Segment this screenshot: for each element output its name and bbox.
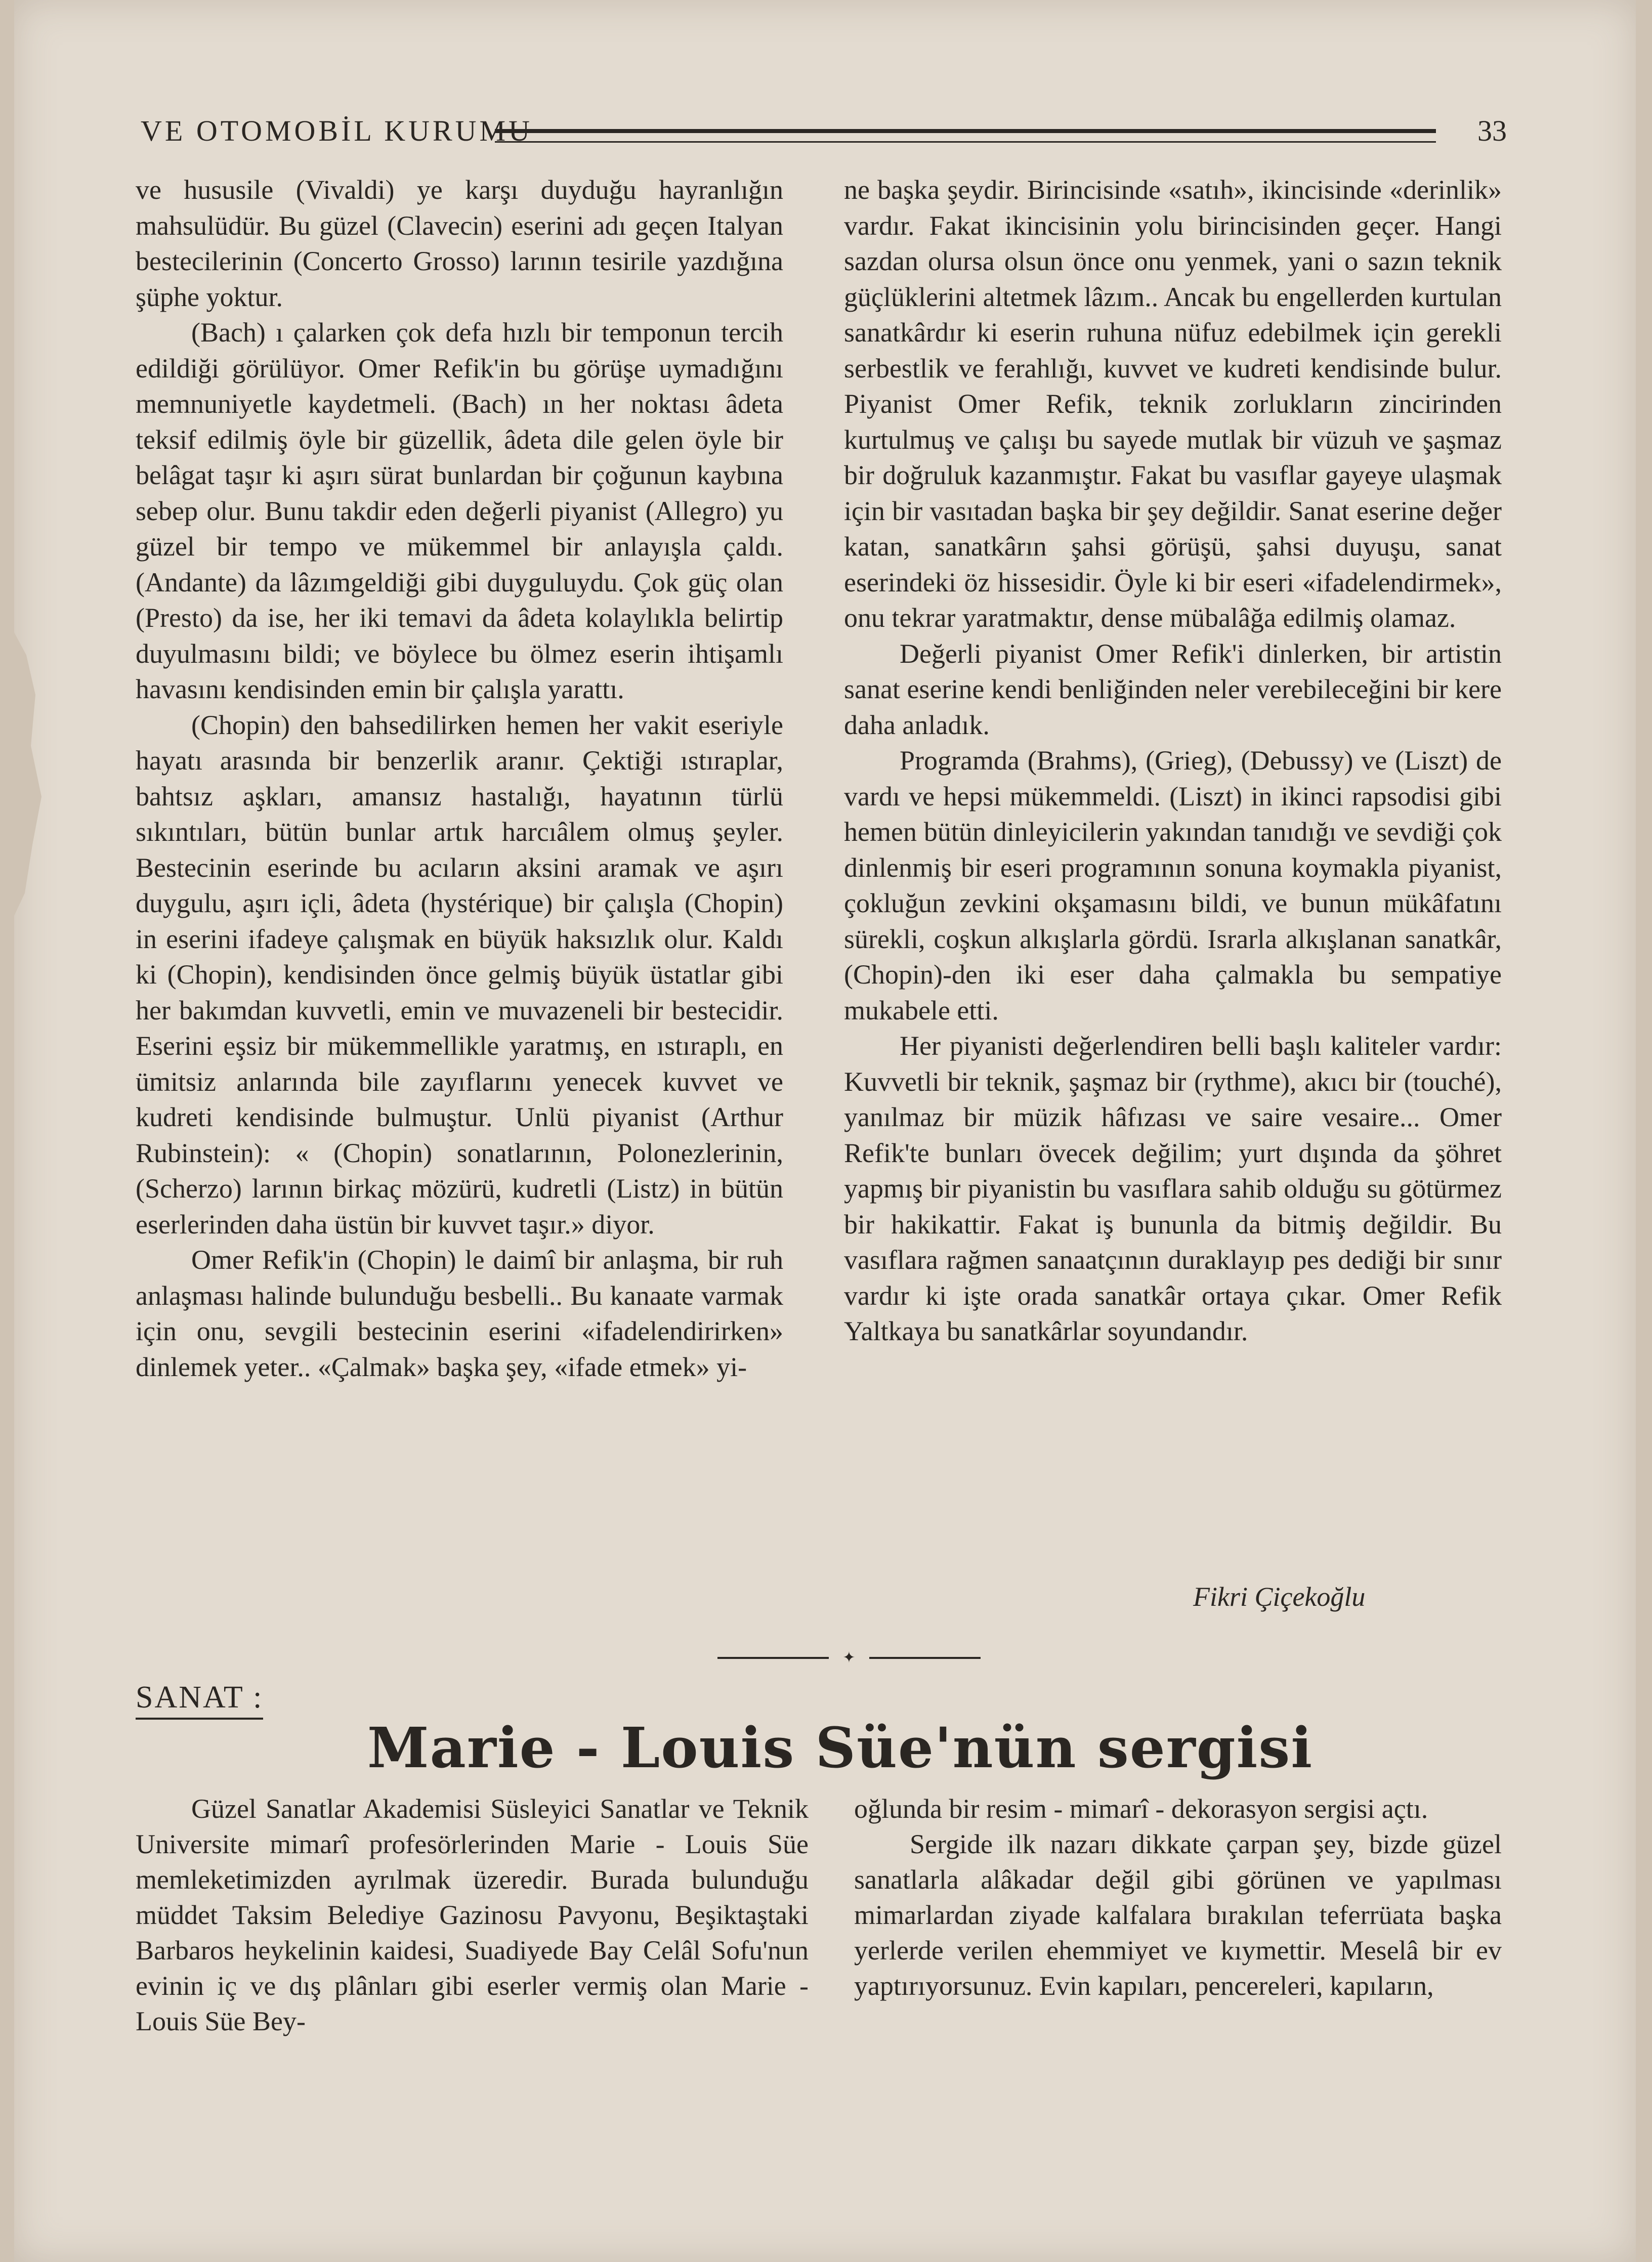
article2-right-column (854, 1791, 1502, 2003)
newspaper-page (14, 0, 1636, 2262)
paragraph: Her piyanisti değerlendiren belli başlı kaliteler vardır: Kuvvetli bir teknik, şaşmaz bir (rythme), akıcı bir (touché), yanılmaz bir müzik hâfızası ve saire vesaire... Omer Refik'te bunları övecek değilim; yurt dışında da şöhret yapmış bir piyanistin bu vasıflara sahib olduğu su götürmez bir hakikattir. Fakat iş bununla da bitmiş değildir. Bu vasıflara rağmen sanaatçının duraklayıp pes dediği bir sınır vardır ki işte orada sanatkâr ortaya çıkar. Omer Refik Yaltkaya bu sanatkârlar soyundandır. (844, 1031, 1502, 1346)
page-number: 33 (1477, 114, 1507, 147)
paragraph: Değerli piyanist Omer Refik'i dinlerken, bir artistin sanat eserine kendi benliğinden neler verebileceğini bir kere daha anladık. (844, 638, 1502, 740)
header-rule (495, 129, 1436, 143)
article1-right-column (844, 172, 1502, 1349)
paragraph: oğlunda bir resim - mimarî - dekorasyon sergisi açtı. (854, 1794, 1428, 1824)
paragraph: (Chopin) den bahsedilirken hemen her vakit eseriyle hayatı arasında bir benzerlik aranır. Çektiği ıstıraplar, bahtsız aşkları, amansız hastalığı, hayatının türlü sıkıntıları, bütün bunlar artık harcıâlem olmuş şeyler. Bestecinin eserinde bu acıların aksini aramak ve aşırı duygulu, aşırı içli, âdeta (hystérique) bir çalışla (Chopin) in eserini ifadeye çalışmak en büyük haksızlık olur. Kaldı ki (Chopin), kendisinden önce gelmiş büyük üstatlar gibi her bakımdan kuvvetli, emin ve muvazeneli bir bestecidir. Eserini eşsiz bir mükemmellikle yaratmış, en ıstıraplı, en ümitsiz anlarında bile zayıflarını yenecek kuvvet ve kudreti kendisinde bulmuştur. Unlü piyanist (Arthur Rubinstein): « (Chopin) sonatlarının, Polonezlerinin, (Scherzo) larının birkaç mözürü, kudretli (Listz) in bütün eserlerinden daha üstün bir kuvvet taşır.» diyor. (136, 709, 783, 1240)
publication-title: VE OTOMOBİL KURUMU (141, 114, 533, 147)
section-label: SANAT : (136, 1680, 263, 1720)
paragraph: ne başka şeydir. Birincisinde «satıh», ikincisinde «derinlik» vardır. Fakat ikincisinin yolu birincisinden geçer. Hangi sazdan olursa olsun önce onu yenmek, yani o sazın teknik güçlüklerini altetmek lâzım.. Ancak bu engellerden kurtulan sanatkârdır ki eserin ruhuna nüfuz edebilmek için gerekli serbestlik ve ferahlığı, kuvvet ve kudreti kendisinde bulur. Piyanist Omer Refik, teknik zorlukların zincirinden kurtulmuş ve çalışı bu sayede mutlak bir vüzuh ve şaşmaz bir doğruluk kazanmıştır. Fakat bu vasıflar gayeye ulaşmak için bir vasıtadan başka bir şey değildir. Sanat eserine değer katan, sanatkârın şahsi görüşü, şahsi duyuşu, sanat eserindeki öz hissesidir. Öyle ki bir eseri «ifadelendirmek», onu tekrar yaratmaktır, dense mübalâğa edilmiş olamaz. (844, 175, 1502, 633)
author-signature: Fikri Çiçekoğlu (1193, 1582, 1366, 1612)
paragraph: (Bach) ı çalarken çok defa hızlı bir temponun tercih edildiği görülüyor. Omer Refik'in bu görüşe uymadığını memnuniyetle kaydetmeli. (Bach) ın her noktası âdeta teksif edilmiş öyle bir güzellik, âdeta dile gelen öyle bir belâgat taşır ki aşırı sürat bunlardan bir çoğunun kaybına sebep olur. Bunu takdir eden değerli piyanist (Allegro) yu güzel bir tempo ve mükemmel bir anlayışla çaldı. (Andante) da lâzımgeldiği gibi duyguluydu. Çok güç olan (Presto) da ise, her iki temavi da âdeta kolaylıkla belirtip duyulmasını bildi; ve böylece bu ölmez eserin ihtişamlı havasını kendisinden emin bir çalışla yarattı. (136, 317, 783, 704)
running-head (141, 114, 1507, 154)
article1-left-column (136, 172, 783, 1385)
paragraph: Güzel Sanatlar Akademisi Süsleyici Sanatlar ve Teknik Universite mimarî profesörlerinden Marie - Louis Süe memleketimizden ayrılmak üzeredir. Burada bulunduğu müddet Taksim Belediye Gazinosu Pavyonu, Beşiktaştaki Barbaros heykelinin kaidesi, Suadiyede Bay Celâl Sofu'nun evinin iç ve dış plânları gibi eserler vermiş olan Marie - Louis Süe Bey- (136, 1794, 809, 2036)
article2-left-column (136, 1791, 809, 2039)
article2-headline: Marie - Louis Süe'nün sergisi (367, 1715, 1314, 1780)
divider-ornament: ✦ (829, 1650, 869, 1666)
paragraph: Omer Refik'in (Chopin) le daimî bir anlaşma, bir ruh anlaşması halinde bulunduğu besbelli.. Bu kanaate varmak için onu, sevgili bestecinin eserini «ifadelendirirken» dinlemek yeter.. «Çalmak» başka şey, «ifade etmek» yi- (136, 1245, 783, 1382)
torn-edge (14, 632, 45, 916)
paragraph: ve hususile (Vivaldi) ye karşı duyduğu hayranlığın mahsulüdür. Bu güzel (Clavecin) eserini adı geçen Italyan bestecilerinin (Concerto Grosso) larının tesirile yazdığına şüphe yoktur. (136, 175, 783, 312)
paragraph: Programda (Brahms), (Grieg), (Debussy) ve (Liszt) de vardı ve hepsi mükemmeldi. (Liszt) in ikinci rapsodisi gibi hemen bütün dinleyicilerin yakından tanıdığı ve sevdiği çok dinlenmiş bir eseri programının sonuna koymakla piyanist, çokluğun zevkini okşamasını bildi, ve bunun mükâfatını sürekli, coşkun alkışlarla gördü. Israrla alkışlanan sanatkâr, (Chopin)-den iki eser daha çalmakla bu sempatiye mukabele etti. (844, 745, 1502, 1026)
paragraph: Sergide ilk nazarı dikkate çarpan şey, bizde güzel sanatlarla alâkadar değil gibi görünen ve yapılması mimarlardan ziyade kalfalara bırakılan teferrüata başka yerlerde verilen ehemmiyet ve kıymettir. Meselâ bir ev yaptırıyorsunuz. Evin kapıları, pencereleri, kapıların, (854, 1829, 1502, 2001)
